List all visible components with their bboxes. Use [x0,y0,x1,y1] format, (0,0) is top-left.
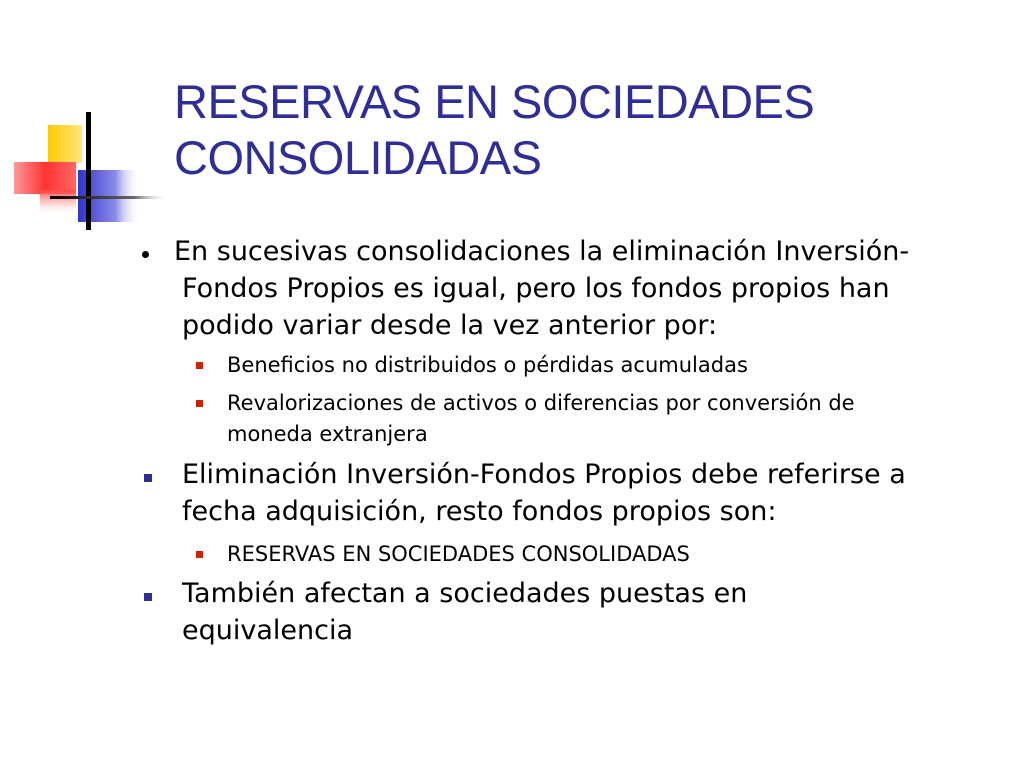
bullet-text-line: fecha adquisición, resto fondos propios son: [182,496,777,527]
bullet-square-icon [196,551,203,558]
bullet-item-level1 [174,233,909,344]
bullet-square-icon [144,474,152,482]
bullet-square-icon [144,593,152,601]
title-line: RESERVAS EN SOCIEDADES [174,75,815,128]
bullet-text-line: podido variar desde la vez anterior por: [182,310,718,341]
bullet-item-level1 [182,456,906,530]
bullet-item-level2 [227,350,748,381]
bullet-item-level2 [227,388,855,450]
bullet-text-line: moneda extranjera [227,422,428,446]
bullet-text-line: equivalencia [182,615,354,646]
bullet-text-line: Eliminación Inversión-Fondos Propios debe referirse a [182,459,906,490]
bullet-text-line: Revalorizaciones de activos o diferencias por conversión de [227,391,855,415]
bullet-text-line: Beneficios no distribuidos o pérdidas acumuladas [227,353,748,377]
bullet-text-line: También afectan a sociedades puestas en [182,578,748,609]
bullet-item-level2 [227,539,690,570]
bullet-text-line: RESERVAS EN SOCIEDADES CONSOLIDADAS [227,542,690,566]
bullet-dot-icon [142,251,149,258]
bullet-text-line: En sucesivas consolidaciones la eliminación Inversión- [174,236,910,267]
bullet-item-level1 [182,575,747,649]
bullet-square-icon [196,400,203,407]
bullet-square-icon [196,362,203,369]
title-line: CONSOLIDADAS [174,131,542,184]
bullet-text-line: Fondos Propios es igual, pero los fondos propios han [182,273,890,304]
